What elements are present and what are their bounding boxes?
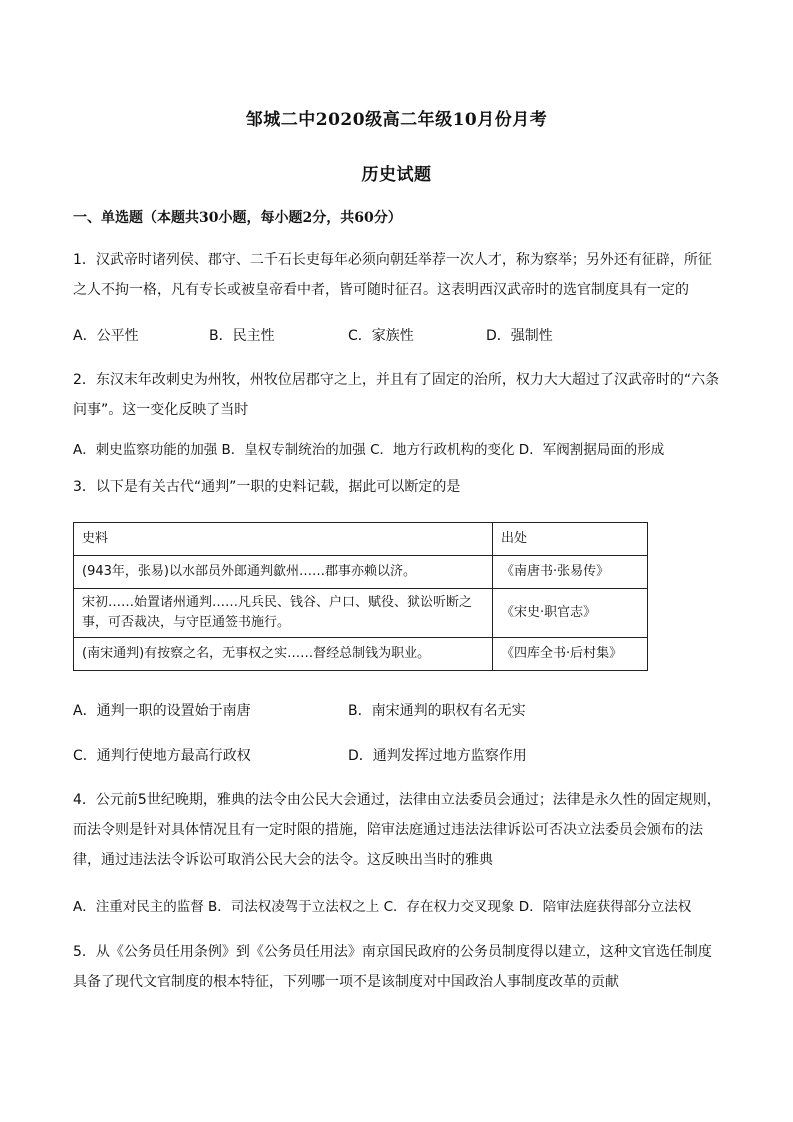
question-2-stem: 2．东汉末年改刺史为州牧，州牧位居郡守之上，并且有了固定的治所，权力大大超过了汉武帝时的“六条问事”。这一变化反映了当时 (73, 372, 720, 418)
q1-option-c[interactable]: C．家族性 (348, 328, 414, 344)
q3-option-a[interactable]: A．通判一职的设置始于南唐 (73, 703, 251, 719)
table-row (74, 556, 648, 589)
question-4-options[interactable]: A．注重对民主的监督 B．司法权凌驾于立法权之上 C．存在权力交叉现象 D．陪审法庭获得部分立法权 (73, 899, 692, 915)
source-table (73, 522, 648, 671)
table-cell-origin: 《四库全书·后村集》 (493, 638, 648, 671)
exam-subtitle: 历史试题 (361, 165, 432, 185)
question-4-stem: 4．公元前5世纪晚期，雅典的法令由公民大会通过，法律由立法委员会通过；法律是永久性的固定规则，而法令则是针对具体情况且有一定时限的措施，陪审法庭通过违法法律诉讼可否决立法委员会颁布的法律，通过违法法令诉讼可取消公民大会的法令。这反映出当时的雅典 (73, 792, 721, 868)
table-cell-origin: 《宋史·职官志》 (493, 589, 648, 638)
question-3-stem: 3．以下是有关古代“通判”一职的史料记载，据此可以断定的是 (73, 479, 461, 495)
q3-option-b[interactable]: B．南宋通判的职权有名无实 (348, 703, 526, 719)
table-row (74, 638, 648, 671)
table-cell-source: (南宋通判)有按察之名，无事权之实……督经总制钱为职业。 (74, 638, 493, 671)
table-cell-source: (943年，张易)以水部员外郎通判歙州……郡事亦赖以济。 (74, 556, 493, 589)
table-header-source: 史料 (74, 523, 493, 556)
question-5-stem: 5．从《公务员任用条例》到《公务员任用法》南京国民政府的公务员制度得以建立，这种文官选任制度具备了现代文官制度的根本特征，下列哪一项不是该制度对中国政治人事制度改革的贡献 (73, 944, 712, 990)
question-1-stem: 1．汉武帝时诸列侯、郡守、二千石长吏每年必须向朝廷举荐一次人才，称为察举；另外还有征辟，所征之人不拘一格，凡有专长或被皇帝看中者，皆可随时征召。这表明西汉武帝时的选官制度具有一定的 (73, 252, 712, 298)
table-cell-origin: 《南唐书·张易传》 (493, 556, 648, 589)
table-header-row (74, 523, 648, 556)
q1-option-d[interactable]: D．强制性 (486, 328, 553, 344)
question-2-options[interactable]: A．刺史监察功能的加强 B．皇权专制统治的加强 C．地方行政机构的变化 D．军阀割据局面的形成 (73, 442, 665, 458)
exam-title: 邹城二中2020级高二年级10月份月考 (245, 110, 548, 130)
q3-option-d[interactable]: D．通判发挥过地方监察作用 (348, 748, 527, 764)
table-header-origin: 出处 (493, 523, 648, 556)
section-heading: 一、单选题（本题共30小题，每小题2分，共60分） (73, 210, 402, 226)
q3-option-c[interactable]: C．通判行使地方最高行政权 (73, 748, 251, 764)
q1-option-b[interactable]: B．民主性 (209, 328, 275, 344)
q1-option-a[interactable]: A．公平性 (73, 328, 139, 344)
table-row (74, 589, 648, 638)
table-cell-source: 宋初……始置诸州通判……凡兵民、钱谷、户口、赋役、狱讼听断之事，可否裁决，与守臣通签书施行。 (74, 589, 493, 638)
